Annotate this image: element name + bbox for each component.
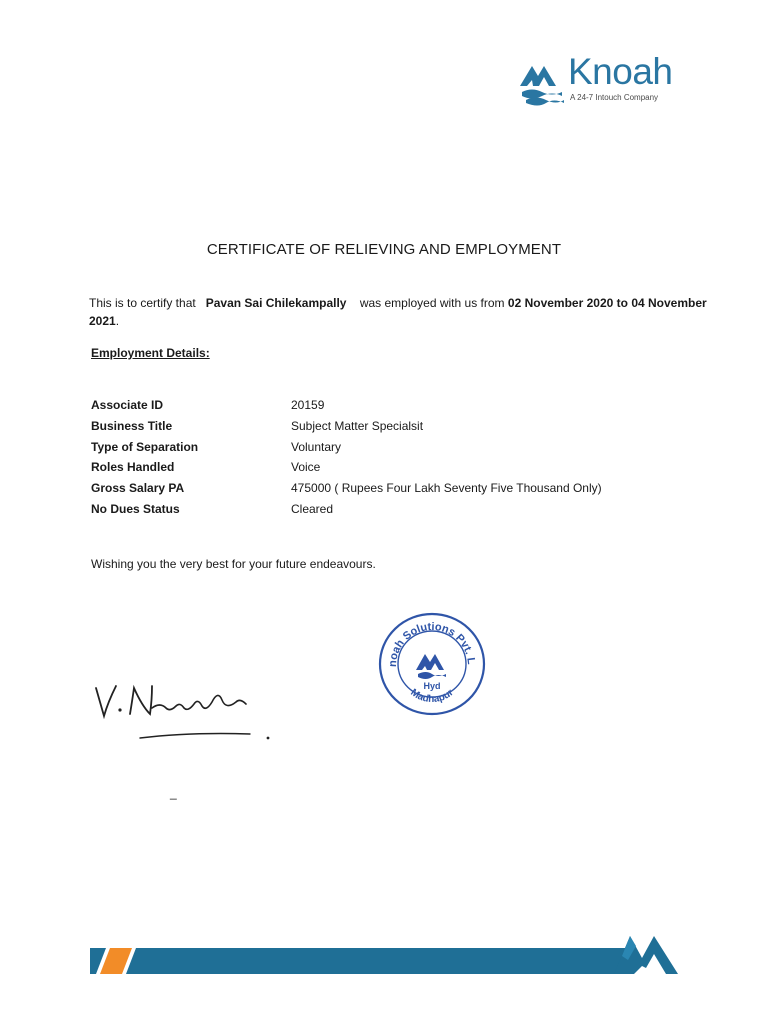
detail-label: Business Title — [91, 418, 173, 433]
to-word: to — [616, 296, 628, 310]
detail-value: 20159 — [291, 398, 325, 412]
employee-name: Pavan Sai Chilekampally — [205, 296, 347, 310]
intro-prefix: This is to certify that — [89, 296, 196, 310]
detail-value: Voluntary — [291, 439, 342, 454]
detail-label: Type of Separation — [91, 439, 199, 454]
seal-center-text: Hyd — [423, 681, 441, 691]
detail-value: Subject Matter Specialsit — [291, 418, 424, 433]
detail-label: No Dues Status — [91, 501, 180, 516]
seal-mountain-icon — [416, 654, 446, 679]
seal-top-text: noah Solutions Pvt. L — [386, 620, 478, 668]
to-date: 04 November 2021 — [89, 296, 707, 328]
detail-value: 475000 ( Rupees Four Lakh Seventy Five Thousand Only) — [291, 481, 602, 496]
knoah-mountain-icon — [518, 56, 566, 108]
certificate-title: CERTIFICATE OF RELIEVING AND EMPLOYMENT — [206, 241, 562, 258]
from-date: 02 November 2020 — [507, 296, 614, 310]
footer-band — [90, 926, 690, 980]
brand-tagline: A 24-7 Intouch Company — [570, 93, 659, 102]
closing-line: Wishing you the very best for your future endeavours. — [91, 557, 376, 571]
detail-value: Cleared — [291, 501, 334, 516]
footer-knoah-mark-icon — [614, 936, 678, 974]
trailing-mark: _ — [170, 786, 177, 800]
detail-label: Roles Handled — [91, 460, 175, 475]
signature — [90, 672, 280, 751]
detail-value: Voice — [291, 460, 321, 475]
brand-name: Knoah — [568, 51, 673, 92]
employment-details-heading: Employment Details: — [91, 346, 210, 360]
intro-suffix: . — [115, 314, 120, 328]
seal-bottom-text: Madhapur — [408, 687, 456, 706]
intro-paragraph — [89, 294, 729, 330]
intro-middle: was employed with us from — [359, 296, 505, 310]
knoah-logo — [518, 51, 678, 110]
company-seal — [376, 610, 488, 723]
detail-label: Associate ID — [91, 398, 164, 412]
detail-label: Gross Salary PA — [91, 481, 185, 496]
